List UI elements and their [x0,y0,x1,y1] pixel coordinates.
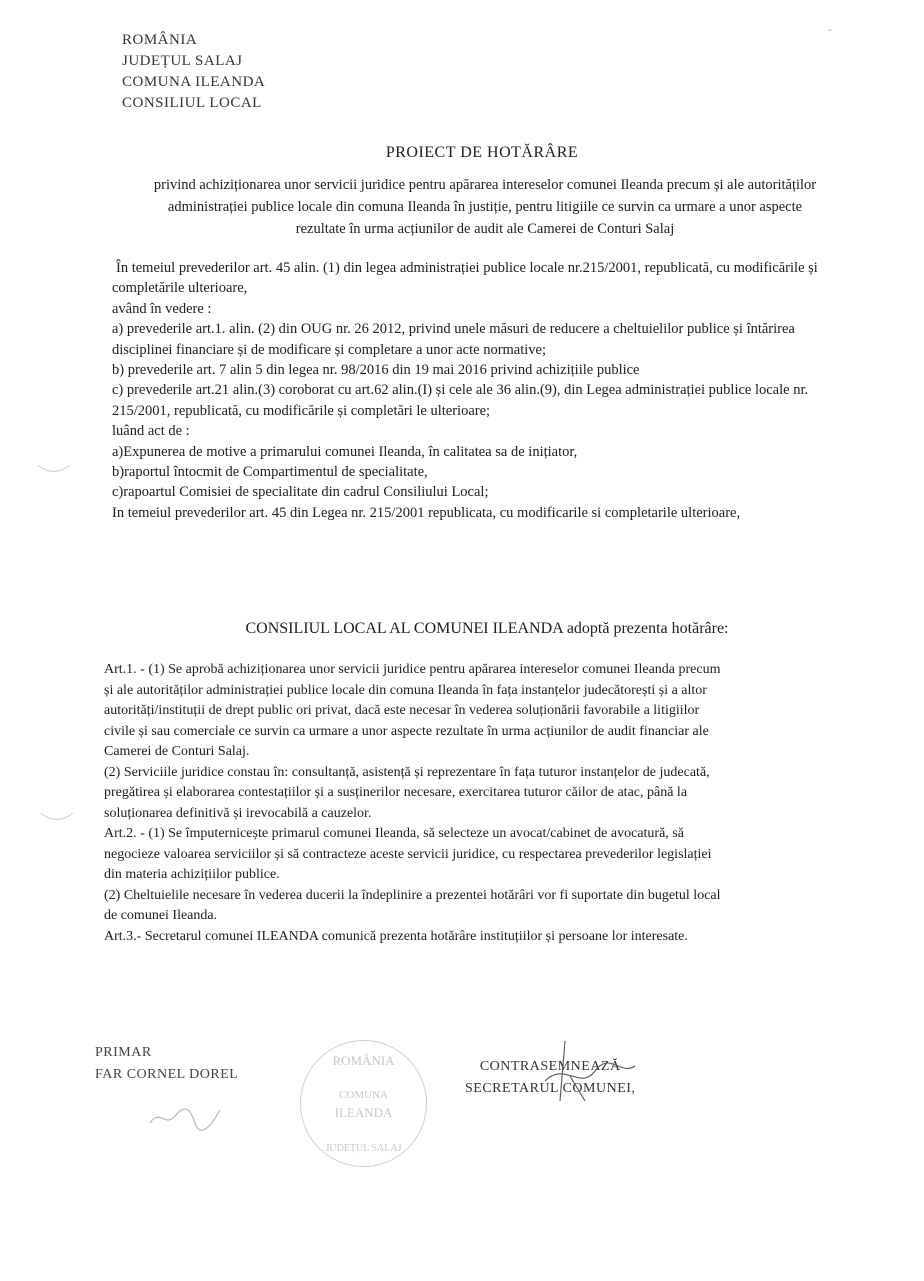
margin-mark [35,460,75,480]
document-title: PROIECT DE HOTĂRÂRE [385,144,579,161]
mayor-signature-scribble [145,1098,235,1138]
preamble-line: c)rapoartul Comisiei de specialitate din cadrul Consiliului Local; [112,484,489,501]
article-paragraph: (2) Serviciile juridice constau în: consultanță, asistență și reprezentare în fața tuturor instanțelor de judecată, pregătirea și elaborarea contestațiilor și a susținerilor necesare, exercitarea tuturor căilor de atac, până la soluționarea definitivă și irevocabilă a cauzelor. [104,764,710,821]
header-commune: COMUNA ILEANDA [122,74,266,90]
preamble-line: b) prevederile art. 7 alin 5 din legea nr. 98/2016 din 19 mai 2016 privind achizițiile publice [112,362,640,379]
corner-mark: - [828,22,832,36]
adoption-verb: adoptă prezenta hotărâre: [562,620,729,637]
article-paragraph: Art.2. - (1) Se împuternicește primarul comunei Ileanda, să selecteze un avocat/cabinet de avocatură, să negocieze valoarea serviciilor și să contracteze aceste servicii juridice, cu respectarea prevederilor legislației din materia achizițiilor publice. [104,826,712,882]
preamble-line: având în vedere : [112,300,212,317]
adoption-body: CONSILIUL LOCAL AL COMUNEI ILEANDA [245,620,563,637]
countersign-label: CONTRASEMNEAZĂ [479,1059,621,1074]
article-paragraph: Art.1. - (1) Se aprobă achiziționarea unor servicii juridice pentru apărarea intereselor comunei Ileanda precum și ale autorităților administrației publice locale din comuna Ileanda în fața instanțelor judecătorești și a altor autorități/instituții de drept public ori privat, dacă este necesar în vederea soluționării favorabile a litigiilor civile și sau comerciale ce survin ca urmare a unor aspecte rezultate în urma acțiunilor de audit financiar ale Camerei de Conturi Salaj. [104,662,721,759]
preamble-line: b)raportul întocmit de Compartimentul de specialitate, [112,464,428,481]
secretary-signature-block [465,1056,635,1100]
header-council: CONSILIUL LOCAL [122,95,262,111]
official-seal [300,1040,427,1167]
articles [104,660,724,947]
preamble-line: luând act de : [112,423,190,440]
secretary-signature-scribble [525,1031,645,1111]
margin-mark [38,808,78,828]
document-header [122,30,265,114]
preamble-line: a) prevederile art.1. alin. (2) din OUG nr. 26 2012, privind unele măsuri de reducere a cheltuielilor publice și întărirea disciplinei financiare și de modificare și completare a unor acte normative; [112,321,795,358]
seal-mid-text-2: ILEANDA [334,1105,393,1120]
article-paragraph: (2) Cheltuielile necesare în vederea ducerii la îndeplinire a prezentei hotărâri vor fi suportate din bugetul local de comunei Ileanda. [104,887,721,923]
preamble-line: In temeiul prevederilor art. 45 din Legea nr. 215/2001 republicata, cu modificarile si completarile ulterioare, [112,504,741,521]
header-county: JUDEȚUL SALAJ [122,53,243,69]
mayor-title: PRIMAR [95,1045,152,1060]
article-paragraph: Art.3.- Secretarul comunei ILEANDA comunică prezenta hotărâre instituțiilor și persoane lor interesate. [104,928,688,944]
mayor-name: FAR CORNEL DOREL [95,1067,239,1082]
seal-mid-text: COMUNA [339,1089,388,1101]
preamble-line: c) prevederile art.21 alin.(3) coroborat cu art.62 alin.(I) și cele ale 36 alin.(9), din Legea administrației publice locale nr. 215/2001, republicată, cu modificările și completări le ulterioare; [112,382,809,419]
secretary-title: SECRETARUL COMUNEI, [465,1081,636,1096]
seal-top-text: ROMÂNIA [332,1053,395,1068]
mayor-signature-block [95,1042,238,1146]
preamble-line: a)Expunerea de motive a primarului comunei Ileanda, în calitatea sa de inițiator, [112,443,578,460]
header-country: ROMÂNIA [122,32,198,48]
preamble [112,258,857,523]
adoption-statement [0,620,924,638]
preamble-line: În temeiul prevederilor art. 45 alin. (1) din legea administrației publice locale nr.215/2001, republicată, cu modificările și completările ulterioare, [112,260,818,297]
document-subject: privind achiziționarea unor servicii juridice pentru apărarea intereselor comunei Ileanda precum și ale autorităților administrației publice locale din comuna Ileanda în justiție, pentru litigiile ce survin ca urmare a unor aspecte rezultate în urma acțiunilor de audit ale Camerei de Conturi Salaj [153,177,817,237]
seal-bottom-text: JUDEȚUL SALAJ [325,1143,402,1154]
